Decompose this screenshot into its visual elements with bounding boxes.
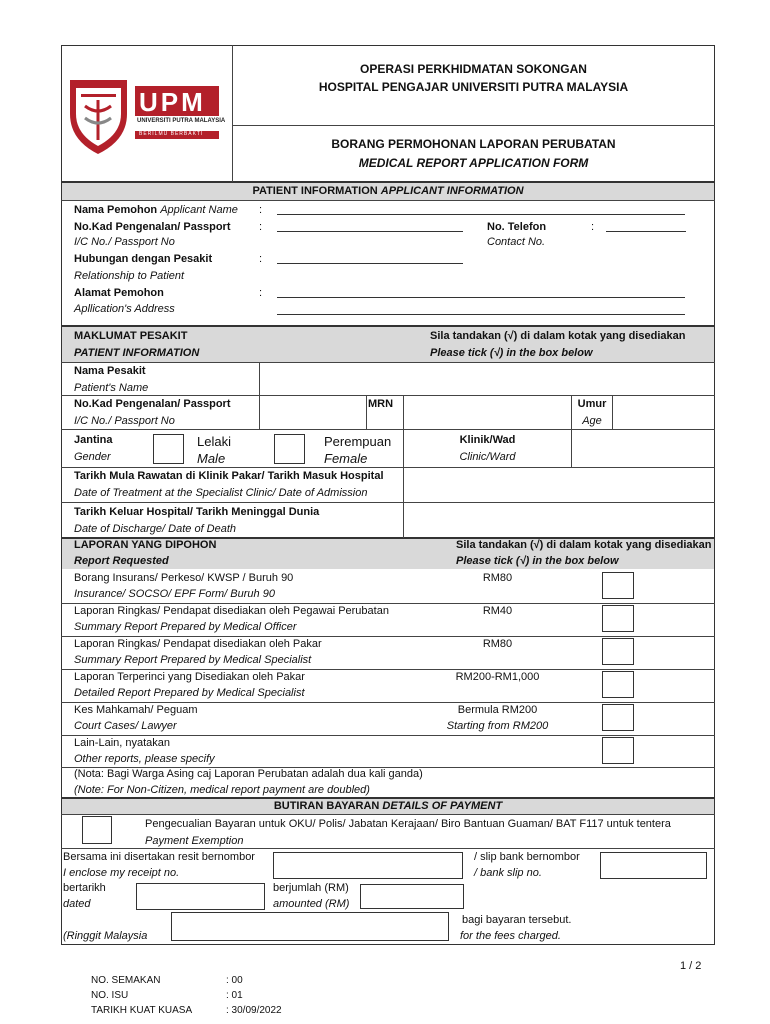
applicant-ic-label: No.Kad Pengenalan/ Passport	[74, 221, 231, 233]
report-item-label: Laporan Ringkas/ Pendapat disediakan oleh Pakar	[74, 638, 322, 650]
effective-date-value: : 30/09/2022	[226, 1005, 282, 1016]
report-item-label-en: Court Cases/ Lawyer	[74, 720, 177, 732]
report-note: (Nota: Bagi Warga Asing caj Laporan Perubatan adalah dua kali ganda)	[74, 768, 423, 780]
logo-text: UPM	[139, 87, 206, 117]
exemption-label: Pengecualian Bayaran untuk OKU/ Polis/ Jabatan Kerajaan/ Biro Bantuan Guaman/ BAT F117 untuk tentera	[145, 818, 671, 830]
report-item-price: Bermula RM200	[457, 704, 538, 716]
slip-label: / slip bank bernombor	[474, 851, 580, 863]
discharge-date-label: Tarikh Keluar Hospital/ Tarikh Meninggal Dunia	[74, 506, 320, 518]
report-item-checkbox[interactable]	[602, 605, 634, 632]
applicant-relation-field[interactable]	[277, 263, 463, 264]
report-tick-note: Sila tandakan (√) di dalam kotak yang disediakan	[456, 539, 712, 551]
applicant-phone-field[interactable]	[606, 231, 686, 232]
age-field[interactable]	[613, 396, 714, 429]
logo-motto: BERILMU BERBAKTI	[139, 131, 204, 137]
org-line-2: HOSPITAL PENGAJAR UNIVERSITI PUTRA MALAYSIA	[318, 80, 629, 94]
report-item-price: RM80	[482, 572, 513, 584]
applicant-relation-label: Hubungan dengan Pesakit	[74, 253, 213, 265]
report-item-label: Kes Mahkamah/ Peguam	[74, 704, 198, 716]
issue-value: : 01	[226, 990, 243, 1001]
patient-ic-field[interactable]	[260, 396, 366, 429]
applicant-ic-field[interactable]	[277, 231, 463, 232]
page-number: 1 / 2	[680, 960, 702, 972]
amount-label: berjumlah (RM)	[273, 882, 349, 894]
amount-field[interactable]	[360, 884, 464, 909]
report-item-checkbox[interactable]	[602, 572, 634, 599]
org-line-1: OPERASI PERKHIDMATAN SOKONGAN	[360, 62, 587, 76]
exemption-checkbox[interactable]	[82, 816, 112, 844]
header-mid-divider	[232, 125, 715, 126]
revision-label: NO. SEMAKAN	[91, 975, 161, 986]
report-item-price-en: Starting from RM200	[446, 720, 549, 732]
patient-tick-note: Sila tandakan (√) di dalam kotak yang disediakan	[430, 330, 686, 342]
date-field[interactable]	[136, 883, 265, 910]
applicant-address-label: Alamat Pemohon	[74, 287, 164, 299]
gender-label: Jantina	[74, 434, 113, 446]
report-heading: LAPORAN YANG DIPOHON	[74, 539, 217, 551]
treatment-date-label: Tarikh Mula Rawatan di Klinik Pakar/ Tarikh Masuk Hospital	[74, 470, 384, 482]
male-label: Lelaki	[197, 434, 231, 449]
clinic-label: Klinik/Wad	[459, 434, 516, 446]
age-label: Umur	[577, 398, 607, 410]
form-title: BORANG PERMOHONAN LAPORAN PERUBATAN	[331, 137, 616, 151]
discharge-date-field[interactable]	[404, 503, 714, 538]
applicant-address-field-2[interactable]	[277, 314, 685, 315]
report-item-checkbox[interactable]	[602, 638, 634, 665]
ringgit-words-field[interactable]	[171, 912, 449, 941]
report-item-price: RM80	[482, 638, 513, 650]
patient-name-field[interactable]	[260, 363, 714, 395]
report-item-checkbox[interactable]	[602, 671, 634, 698]
female-checkbox[interactable]	[274, 434, 305, 464]
dated-label: bertarikh	[63, 882, 106, 894]
report-item-label-en: Other reports, please specify	[74, 753, 215, 765]
mrn-label: MRN	[368, 398, 394, 410]
report-item-label: Borang Insurans/ Perkeso/ KWSP / Buruh 90	[74, 572, 294, 584]
applicant-heading: PATIENT INFORMATION APPLICANT INFORMATION	[252, 185, 524, 197]
female-label: Perempuan	[324, 434, 392, 449]
payment-heading: BUTIRAN BAYARAN DETAILS OF PAYMENT	[273, 800, 503, 812]
applicant-address-field-1[interactable]	[277, 297, 685, 298]
male-checkbox[interactable]	[153, 434, 184, 464]
receipt-label: Bersama ini disertakan resit bernombor	[63, 851, 255, 863]
form-title-en: MEDICAL REPORT APPLICATION FORM	[358, 156, 589, 170]
applicant-name-label: Nama Pemohon Applicant Name	[74, 204, 238, 216]
ringgit-label: (Ringgit Malaysia	[63, 930, 148, 942]
patient-heading: MAKLUMAT PESAKIT	[74, 330, 188, 342]
report-item-checkbox[interactable]	[602, 704, 634, 731]
treatment-date-field[interactable]	[404, 468, 714, 502]
report-item-checkbox[interactable]	[602, 737, 634, 764]
report-item-label: Laporan Terperinci yang Disediakan oleh Pakar	[74, 671, 305, 683]
applicant-name-field[interactable]	[277, 214, 685, 215]
report-note-en: (Note: For Non-Citizen, medical report payment are doubled)	[74, 784, 370, 796]
report-item-label-en: Insurance/ SOCSO/ EPF Form/ Buruh 90	[74, 588, 275, 600]
effective-date-label: TARIKH KUAT KUASA	[91, 1005, 193, 1016]
report-item-label: Lain-Lain, nyatakan	[74, 737, 171, 749]
fees-label: bagi bayaran tersebut.	[462, 914, 572, 926]
report-item-label-en: Summary Report Prepared by Medical Specialist	[74, 654, 312, 666]
bank-slip-field[interactable]	[600, 852, 707, 879]
patient-ic-label: No.Kad Pengenalan/ Passport	[74, 398, 231, 410]
patient-name-label: Nama Pesakit	[74, 365, 146, 377]
report-item-price: RM40	[482, 605, 513, 617]
report-item-label-en: Summary Report Prepared by Medical Officer	[74, 621, 297, 633]
report-item-label-en: Detailed Report Prepared by Medical Specialist	[74, 687, 305, 699]
revision-value: : 00	[226, 975, 243, 986]
logo-subtitle: UNIVERSITI PUTRA MALAYSIA	[137, 118, 226, 124]
report-item-label: Laporan Ringkas/ Pendapat disediakan oleh Pegawai Perubatan	[74, 605, 389, 617]
report-item-price: RM200-RM1,000	[455, 671, 540, 683]
receipt-number-field[interactable]	[273, 852, 463, 879]
mrn-field[interactable]	[404, 396, 571, 429]
clinic-field[interactable]	[572, 430, 714, 467]
issue-label: NO. ISU	[91, 990, 129, 1001]
applicant-phone-label: No. Telefon	[487, 221, 547, 233]
upm-logo	[67, 76, 227, 156]
